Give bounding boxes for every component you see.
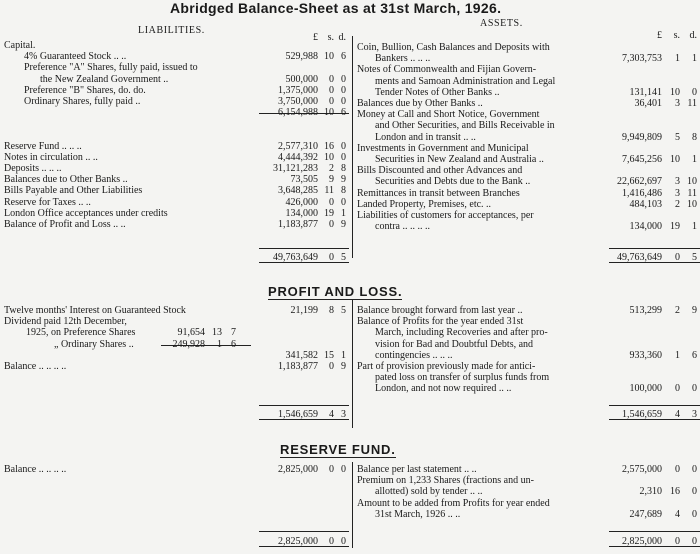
asset-pence: 1	[692, 221, 697, 233]
rf-left-total-pence: 0	[341, 536, 346, 547]
pl-debit-label: „ Ordinary Shares ..	[54, 338, 134, 350]
pl-debit-sub-pence: 6	[231, 338, 236, 350]
liability-shillings: 16	[324, 141, 334, 152]
rf-left-total-pounds: 2,825,000	[278, 536, 318, 547]
asset-label: Securities in New Zealand and Australia ..	[375, 154, 544, 165]
asset-label: contra .. .. .. ..	[375, 221, 430, 233]
pl-credit-label: London, and not now required .. ..	[375, 383, 512, 395]
pl-credit-pounds: 933,360	[629, 349, 662, 361]
pl-debit-pounds: 1,183,877	[278, 361, 318, 372]
pl-debit-label: Dividend paid 12th December,	[4, 316, 127, 328]
liability-pounds: 31,121,283	[273, 163, 318, 175]
pl-debit-pence: 5	[341, 305, 346, 316]
liability-label: Notes in circulation .. ..	[4, 152, 98, 164]
asset-shillings: 3	[675, 187, 680, 199]
rf-credit-pence: 0	[692, 486, 697, 498]
right-column-head: s.	[673, 30, 680, 41]
rf-credit-label: allotted) sold by tender .. ..	[375, 486, 483, 498]
pl-credit-label: Part of provision previously made for antici-	[357, 361, 536, 372]
liability-pounds: 1,375,000	[278, 84, 318, 96]
asset-pounds: 131,141	[629, 86, 662, 98]
asset-pounds: 36,401	[634, 98, 662, 109]
rf-right-total-shillings: 0	[675, 536, 680, 547]
liability-pence: 0	[341, 141, 346, 152]
asset-pence: 11	[687, 98, 697, 109]
pl-left-total-pence: 3	[341, 409, 346, 420]
pl-credit-label: March, including Recoveries and after pro-	[375, 327, 548, 339]
pl-credit-pounds: 100,000	[629, 383, 662, 395]
document-title: Abridged Balance-Sheet as at 31st March, 1926.	[170, 0, 502, 16]
pl-credit-pence: 0	[692, 383, 697, 395]
liability-shillings: 0	[329, 218, 334, 230]
rf-debit-shillings: 0	[329, 464, 334, 475]
liability-shillings: 10	[324, 107, 334, 119]
liability-label: Deposits .. .. ..	[4, 163, 62, 175]
pl-debit-label: Balance .. .. .. ..	[4, 361, 67, 372]
rf-credit-pounds: 2,575,000	[622, 464, 662, 475]
profit-and-loss-heading: PROFIT AND LOSS.	[268, 284, 403, 299]
asset-shillings: 10	[670, 86, 680, 98]
asset-pence: 0	[692, 86, 697, 98]
liability-pounds: 73,505	[290, 174, 318, 186]
pl-debit-sub-pounds: 91,654	[177, 327, 205, 339]
pl-debit-label: 1925, on Preference Shares	[26, 327, 136, 339]
asset-shillings: 19	[670, 221, 680, 233]
liability-pounds: 134,000	[285, 207, 318, 219]
pl-credit-label: Balance brought forward from last year ..	[357, 305, 523, 316]
asset-label: Bankers .. .. ..	[375, 53, 431, 65]
asset-pounds: 7,303,753	[622, 53, 662, 65]
liability-pounds: 3,648,285	[278, 185, 318, 197]
liability-shillings: 0	[329, 84, 334, 96]
liability-pounds: 3,750,000	[278, 96, 318, 107]
asset-label: Investments in Government and Municipal	[357, 142, 529, 154]
pl-credit-label: pated loss on transfer of surplus funds from	[375, 372, 550, 384]
pl-credit-shillings: 0	[675, 383, 680, 395]
asset-label: Securities and Debts due to the Bank ..	[375, 176, 531, 188]
liability-label: the New Zealand Government ..	[40, 73, 169, 85]
asset-shillings: 10	[670, 154, 680, 165]
pl-debit-pounds: 341,582	[285, 349, 318, 361]
asset-shillings: 2	[675, 198, 680, 210]
asset-label: Money at Call and Short Notice, Government	[357, 109, 540, 121]
asset-label: Notes of Commonwealth and Fijian Govern-	[357, 64, 537, 76]
liability-pence: 0	[341, 96, 346, 107]
liability-pounds: 1,183,877	[278, 218, 318, 230]
rf-debit-pounds: 2,825,000	[278, 464, 318, 475]
liability-pence: 0	[341, 152, 346, 164]
liability-pounds: 2,577,310	[278, 141, 318, 152]
assets-total-pounds: 49,763,649	[617, 252, 662, 263]
pl-debit-pence: 9	[341, 361, 346, 372]
left-column-head: £	[313, 32, 318, 43]
rf-credit-label: 31st March, 1926 .. ..	[375, 508, 461, 520]
pl-credit-label: vision for Bad and Doubtful Debts, and	[375, 338, 534, 350]
liabilities-total-shillings: 0	[329, 252, 334, 263]
liability-shillings: 9	[329, 174, 334, 186]
asset-pence: 1	[692, 154, 697, 165]
rf-credit-pence: 0	[692, 464, 697, 475]
liability-label: Reserve Fund .. .. ..	[4, 141, 82, 152]
asset-label: Tender Notes of Other Banks ..	[375, 86, 500, 98]
assets-heading: ASSETS.	[480, 18, 523, 29]
liability-label: Ordinary Shares, fully paid ..	[24, 96, 141, 107]
liabilities-total-pence: 5	[341, 252, 346, 263]
asset-pence: 1	[692, 53, 697, 65]
right-column-head: £	[657, 30, 662, 41]
liability-pence: 9	[341, 218, 346, 230]
rf-debit-pence: 0	[341, 464, 346, 475]
left-column-head: d.	[338, 32, 346, 43]
liability-shillings: 10	[324, 152, 334, 164]
liability-pence: 0	[341, 196, 346, 208]
pl-right-total-shillings: 4	[675, 409, 680, 420]
liability-label: Preference "A" Shares, fully paid, issued to	[24, 62, 198, 74]
pl-left-total-pounds: 1,546,659	[278, 409, 318, 420]
liability-pounds: 500,000	[285, 73, 318, 85]
liability-shillings: 0	[329, 73, 334, 85]
asset-label: Landed Property, Premises, etc. ..	[357, 198, 492, 210]
asset-label: Remittances in transit between Branches	[357, 187, 520, 199]
asset-label: ments and Samoan Administration and Legal	[375, 75, 556, 87]
rf-credit-pounds: 2,310	[639, 486, 662, 498]
reserve-fund-heading: RESERVE FUND.	[280, 442, 396, 457]
rf-credit-label: Amount to be added from Profits for year ended	[357, 497, 550, 509]
liability-label: Balances due to Other Banks ..	[4, 174, 128, 186]
liability-label: Bills Payable and Other Liabilities	[4, 185, 143, 197]
pl-debit-shillings: 8	[329, 305, 334, 316]
liability-shillings: 11	[324, 185, 334, 197]
rf-credit-pounds: 247,689	[629, 508, 662, 520]
asset-pence: 10	[687, 176, 697, 188]
rf-debit-label: Balance .. .. .. ..	[4, 464, 67, 475]
pl-debit-sub-pence: 7	[231, 327, 236, 339]
liability-pence: 0	[341, 73, 346, 85]
rf-right-total-pounds: 2,825,000	[622, 536, 662, 547]
liability-shillings: 10	[324, 51, 334, 63]
asset-label: London and in transit .. ..	[375, 131, 476, 143]
asset-label: Liabilities of customers for acceptances, per	[357, 210, 534, 221]
asset-pence: 10	[687, 198, 697, 210]
asset-pounds: 9,949,809	[622, 131, 662, 143]
liability-pence: 6	[341, 51, 346, 63]
asset-label: Bills Discounted and other Advances and	[357, 165, 523, 177]
pl-debit-sub-pounds: 249,928	[172, 338, 205, 350]
liability-pounds: 426,000	[285, 196, 318, 208]
pl-credit-shillings: 2	[675, 305, 680, 316]
left-column-head: s.	[327, 32, 334, 43]
pl-debit-shillings: 0	[329, 361, 334, 372]
asset-shillings: 3	[675, 176, 680, 188]
asset-pounds: 1,416,486	[622, 187, 662, 199]
liability-pence: 6	[341, 107, 346, 119]
liability-shillings: 0	[329, 196, 334, 208]
pl-credit-label: Balance of Profits for the year ended 31st	[357, 316, 524, 328]
rf-right-total-pence: 0	[692, 536, 697, 547]
liability-pence: 9	[341, 174, 346, 186]
pl-right-total-pounds: 1,546,659	[622, 409, 662, 420]
liability-label: London Office acceptances under credits	[4, 207, 168, 219]
liability-pence: 1	[341, 207, 346, 219]
asset-shillings: 1	[675, 53, 680, 65]
pl-debit-sub-shillings: 1	[217, 338, 222, 350]
asset-label: and Other Securities, and Bills Receivable in	[375, 120, 555, 132]
pl-credit-pence: 9	[692, 305, 697, 316]
liability-label: Capital.	[4, 40, 36, 51]
pl-credit-shillings: 1	[675, 349, 680, 361]
asset-pounds: 7,645,256	[622, 154, 662, 165]
asset-pence: 11	[687, 187, 697, 199]
asset-shillings: 3	[675, 98, 680, 109]
liabilities-total-pounds: 49,763,649	[273, 252, 318, 263]
asset-pence: 8	[692, 131, 697, 143]
assets-total-pence: 5	[692, 252, 697, 263]
pl-debit-shillings: 15	[324, 349, 334, 361]
pl-credit-pence: 6	[692, 349, 697, 361]
pl-debit-sub-shillings: 13	[212, 327, 222, 339]
liability-pence: 8	[341, 163, 346, 175]
rf-left-total-shillings: 0	[329, 536, 334, 547]
pl-right-total-pence: 3	[692, 409, 697, 420]
liability-shillings: 19	[324, 207, 334, 219]
liability-pounds: 529,988	[285, 51, 318, 63]
rf-credit-label: Premium on 1,233 Shares (fractions and un-	[357, 475, 534, 487]
rf-credit-shillings: 4	[675, 508, 680, 520]
liability-pounds: 4,444,392	[278, 152, 318, 164]
liability-shillings: 2	[329, 163, 334, 175]
liability-shillings: 0	[329, 96, 334, 107]
rf-credit-pence: 0	[692, 508, 697, 520]
asset-pounds: 134,000	[629, 221, 662, 233]
liabilities-heading: LIABILITIES.	[138, 25, 205, 36]
rf-credit-shillings: 0	[675, 464, 680, 475]
asset-label: Balances due by Other Banks ..	[357, 98, 483, 109]
liability-pounds: 6,154,988	[278, 107, 318, 119]
asset-label: Coin, Bullion, Cash Balances and Deposits with	[357, 42, 550, 53]
asset-pounds: 22,662,697	[617, 176, 662, 188]
pl-credit-label: contingencies .. .. ..	[375, 349, 453, 361]
liability-pence: 8	[341, 185, 346, 197]
liability-pence: 0	[341, 84, 346, 96]
liability-label: 4% Guaranteed Stock .. ..	[24, 51, 127, 63]
pl-debit-pounds: 21,199	[290, 305, 318, 316]
pl-credit-pounds: 513,299	[629, 305, 662, 316]
right-column-head: d.	[689, 30, 697, 41]
liability-label: Preference "B" Shares, do. do.	[24, 84, 146, 96]
asset-shillings: 5	[675, 131, 680, 143]
liability-label: Balance of Profit and Loss .. ..	[4, 218, 126, 230]
pl-left-total-shillings: 4	[329, 409, 334, 420]
rf-credit-shillings: 16	[670, 486, 680, 498]
pl-debit-pence: 1	[341, 349, 346, 361]
pl-debit-label: Twelve months' Interest on Guaranteed Stock	[4, 305, 186, 316]
liability-label: Reserve for Taxes .. ..	[4, 196, 91, 208]
rf-credit-label: Balance per last statement .. ..	[357, 464, 477, 475]
asset-pounds: 484,103	[629, 198, 662, 210]
assets-total-shillings: 0	[675, 252, 680, 263]
